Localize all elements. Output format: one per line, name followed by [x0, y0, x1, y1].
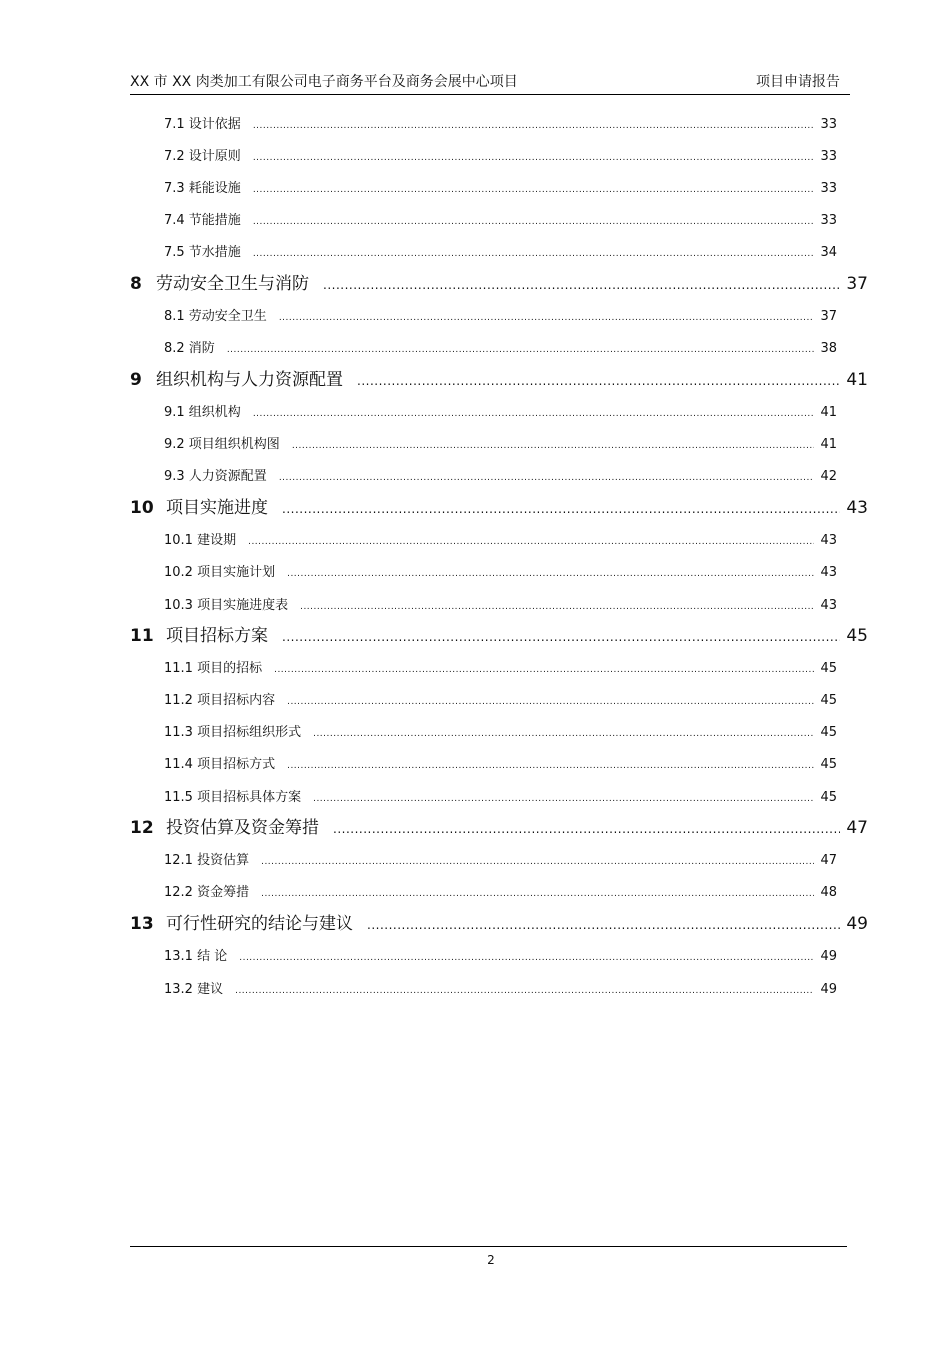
toc-page-number: 43: [820, 598, 837, 613]
toc-leader-dots: [300, 602, 814, 612]
toc-chapter[interactable]: [130, 621, 868, 645]
toc-leader-dots: [248, 537, 814, 547]
toc-leader-dots: [323, 278, 840, 292]
toc-leader-dots: [313, 794, 814, 804]
toc-entry-label: 11.5 项目招标具体方案: [164, 790, 302, 805]
toc-entry-label: 11.2 项目招标内容: [164, 693, 276, 708]
toc-section[interactable]: [164, 177, 837, 197]
toc-section[interactable]: [164, 978, 837, 998]
toc-leader-dots: [253, 409, 815, 419]
toc-section[interactable]: [164, 594, 837, 614]
toc-chapter[interactable]: [130, 269, 868, 293]
toc-section[interactable]: [164, 881, 837, 901]
toc-entry-label: 7.4 节能措施: [164, 213, 241, 228]
toc-leader-dots: [253, 217, 815, 227]
toc-section[interactable]: [164, 433, 837, 453]
toc-entry-label: 8.2 消防: [164, 341, 215, 356]
toc-page-number: 45: [820, 790, 837, 805]
toc-leader-dots: [253, 121, 815, 131]
toc-section[interactable]: [164, 529, 837, 549]
toc-chapter-number: 13: [130, 914, 154, 934]
toc-entry-label: 11.4 项目招标方式: [164, 757, 276, 772]
toc-entry-label: 12.1 投资估算: [164, 853, 250, 868]
toc-entry-label: 10.2 项目实施计划: [164, 565, 276, 580]
toc-page-number: 33: [820, 181, 837, 196]
toc-entry-label: 7.3 耗能设施: [164, 181, 241, 196]
toc-page-number: 49: [846, 914, 868, 934]
toc-leader-dots: [313, 729, 814, 739]
header-title: XX 市 XX 肉类加工有限公司电子商务平台及商务会展中心项目: [130, 74, 518, 90]
toc-entry-label: 组织机构与人力资源配置: [156, 370, 343, 390]
toc-leader-dots: [261, 857, 814, 867]
toc-entry-label: 10.1 建设期: [164, 533, 237, 548]
toc-page-number: 33: [820, 213, 837, 228]
toc-leader-dots: [333, 822, 840, 836]
toc-page-number: 45: [820, 757, 837, 772]
toc-entry-label: 8.1 劳动安全卫生: [164, 309, 267, 324]
toc-page-number: 49: [820, 949, 837, 964]
toc-entry-label: 11.3 项目招标组织形式: [164, 725, 302, 740]
toc-page-number: 38: [820, 341, 837, 356]
toc-page-number: 45: [846, 626, 868, 646]
toc-leader-dots: [227, 345, 815, 355]
toc-leader-dots: [261, 889, 814, 899]
toc-section[interactable]: [164, 465, 837, 485]
toc-page-number: 43: [846, 498, 868, 518]
toc-section[interactable]: [164, 849, 837, 869]
toc-section[interactable]: [164, 145, 837, 165]
toc-leader-dots: [287, 697, 814, 707]
toc-leader-dots: [253, 185, 815, 195]
toc-entry-label: 9.2 项目组织机构图: [164, 437, 280, 452]
toc-page-number: 45: [820, 693, 837, 708]
toc-page-number: 34: [820, 245, 837, 260]
toc-entry-label: 项目招标方案: [166, 626, 268, 646]
toc-page-number: 43: [820, 533, 837, 548]
toc-page-number: 41: [820, 405, 837, 420]
toc-chapter-number: 8: [130, 274, 142, 294]
toc-entry-label: 12.2 资金筹措: [164, 885, 250, 900]
toc-chapter[interactable]: [130, 909, 868, 933]
toc-page-number: 37: [820, 309, 837, 324]
toc-chapter[interactable]: [130, 813, 868, 837]
toc-entry-label: 11.1 项目的招标: [164, 661, 263, 676]
toc-leader-dots: [279, 313, 815, 323]
toc-page-number: 41: [820, 437, 837, 452]
header-doc-type: 项目申请报告: [756, 74, 840, 90]
toc-section[interactable]: [164, 209, 837, 229]
toc-entry-label: 劳动安全卫生与消防: [156, 274, 309, 294]
toc-leader-dots: [253, 153, 815, 163]
toc-leader-dots: [239, 953, 814, 963]
toc-page-number: 47: [846, 818, 868, 838]
toc-page-number: 45: [820, 725, 837, 740]
toc-page-number: 48: [820, 885, 837, 900]
toc-leader-dots: [279, 473, 815, 483]
toc-section[interactable]: [164, 753, 837, 773]
toc-leader-dots: [292, 441, 815, 451]
toc-leader-dots: [287, 569, 814, 579]
toc-section[interactable]: [164, 561, 837, 581]
toc-chapter-number: 10: [130, 498, 154, 518]
toc-entry-label: 10.3 项目实施进度表: [164, 598, 289, 613]
toc-entry-label: 13.1 结 论: [164, 949, 228, 964]
toc-leader-dots: [282, 502, 840, 516]
toc-section[interactable]: [164, 786, 837, 806]
toc-page-number: 37: [846, 274, 868, 294]
toc-leader-dots: [367, 918, 840, 932]
toc-leader-dots: [282, 630, 840, 644]
toc-section[interactable]: [164, 689, 837, 709]
toc-page-number: 33: [820, 117, 837, 132]
toc-entry-label: 7.5 节水措施: [164, 245, 241, 260]
toc-page-number: 47: [820, 853, 837, 868]
toc-section[interactable]: [164, 401, 837, 421]
toc-entry-label: 项目实施进度: [166, 498, 268, 518]
page-number: 2: [487, 1253, 495, 1267]
toc-entry-label: 7.2 设计原则: [164, 149, 241, 164]
toc-page-number: 42: [820, 469, 837, 484]
toc-page-number: 45: [820, 661, 837, 676]
toc-leader-dots: [274, 665, 814, 675]
toc-page-number: 49: [820, 982, 837, 997]
toc-section[interactable]: [164, 305, 837, 325]
toc-page-number: 41: [846, 370, 868, 390]
toc-entry-label: 投资估算及资金筹措: [166, 818, 319, 838]
toc-chapter-number: 12: [130, 818, 154, 838]
toc-entry-label: 9.3 人力资源配置: [164, 469, 267, 484]
toc-section[interactable]: [164, 945, 837, 965]
toc-section[interactable]: [164, 241, 837, 261]
toc-section[interactable]: [164, 337, 837, 357]
toc-leader-dots: [235, 986, 814, 996]
toc-page-number: 43: [820, 565, 837, 580]
toc-leader-dots: [287, 761, 814, 771]
toc-entry-label: 13.2 建议: [164, 982, 224, 997]
toc-entry-label: 9.1 组织机构: [164, 405, 241, 420]
toc-chapter[interactable]: [130, 493, 868, 517]
toc-section[interactable]: [164, 657, 837, 677]
toc-chapter-number: 9: [130, 370, 142, 390]
toc-entry-label: 7.1 设计依据: [164, 117, 241, 132]
toc-leader-dots: [357, 374, 840, 388]
footer-divider: [130, 1246, 847, 1247]
toc-chapter-number: 11: [130, 626, 154, 646]
toc-leader-dots: [253, 249, 815, 259]
toc-section[interactable]: [164, 721, 837, 741]
toc-entry-label: 可行性研究的结论与建议: [166, 914, 353, 934]
toc-chapter[interactable]: [130, 365, 868, 389]
page-header: [130, 72, 850, 95]
toc-page-number: 33: [820, 149, 837, 164]
toc-section[interactable]: [164, 113, 837, 133]
